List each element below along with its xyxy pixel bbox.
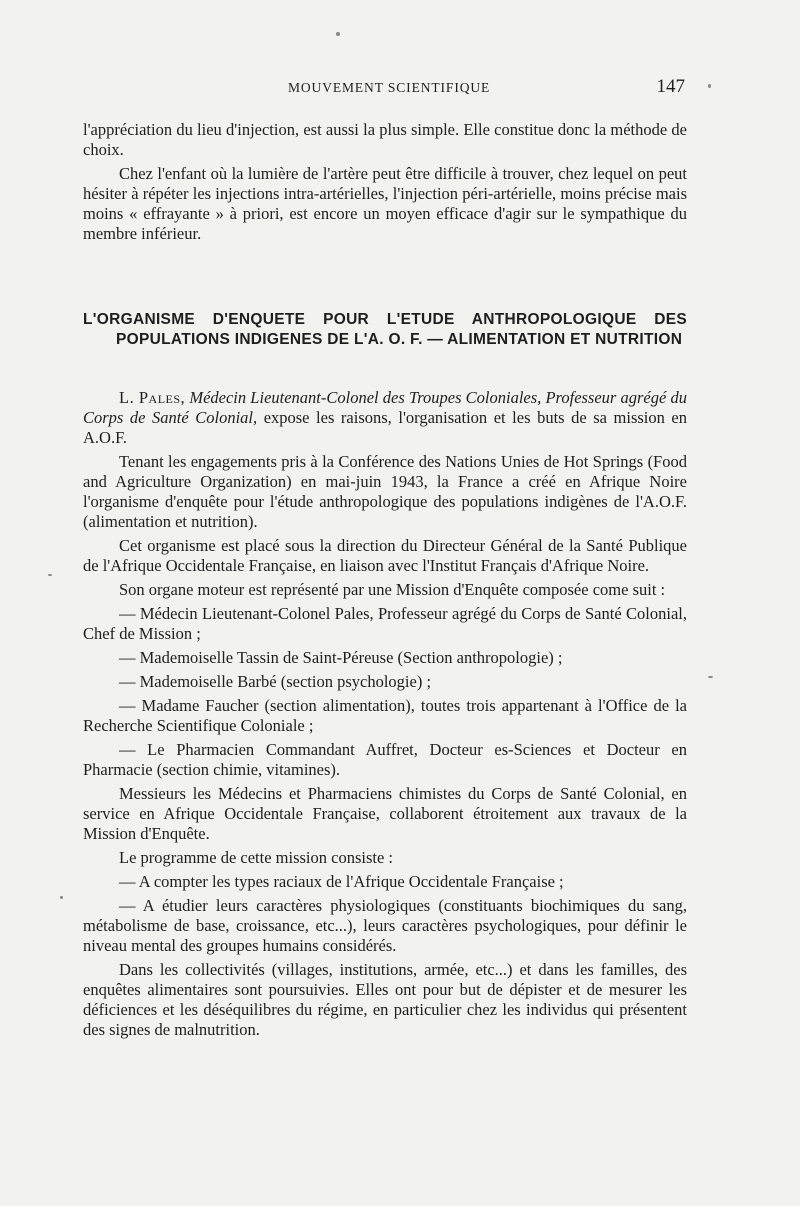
member-item: — Mademoiselle Tassin de Saint-Péreuse (Section anthropologie) ; xyxy=(119,648,563,667)
programme-item: — A étudier leurs caractères physiologiques (constituants biochimiques du sang, métabolisme de base, croissance, etc...), leurs caractères psychologiques, pour définir le niveau mental des groupes humains considérés. xyxy=(83,896,687,955)
scan-speck xyxy=(336,32,340,36)
member-item: — Le Pharmacien Commandant Auffret, Docteur es-Sciences et Docteur en Pharmacie (section chimie, vitamines). xyxy=(83,740,687,779)
running-head: MOUVEMENT SCIENTIFIQUE xyxy=(288,80,491,95)
page-number: 147 xyxy=(656,76,685,97)
page-header xyxy=(83,76,687,98)
collaborators-paragraph: Messieurs les Médecins et Pharmaciens chimistes du Corps de Santé Colonial, en service en Afrique Occidentale Française, collaborent étroitement aux travaux de la Mission d'Enquête. xyxy=(83,784,687,843)
body-paragraph: Son organe moteur est représenté par une Mission d'Enquête composée come suit : xyxy=(119,580,666,599)
body-paragraph: Tenant les engagements pris à la Conférence des Nations Unies de Hot Springs (Food and Agriculture Organization) en mai-juin 1943, la France a créé en Afrique Noire l'organisme d'enquête pour l'étude anthropologique des populations indigènes de l'A.O.F. (alimentation et nutrition). xyxy=(83,452,687,531)
document-page xyxy=(83,76,687,1044)
scan-speck xyxy=(708,676,713,678)
scan-speck xyxy=(60,896,63,899)
programme-intro: Le programme de cette mission consiste : xyxy=(119,848,394,867)
lead-rest: expose les raisons, l'organisation et les buts de sa mission en A.O.F. xyxy=(83,408,688,447)
author-title: Médecin Lieutenant-Colonel des Troupes Coloniales, Professeur agrégé du Corps de Santé Colonial, xyxy=(83,388,687,427)
scan-speck xyxy=(708,84,711,88)
intro-paragraph-1: l'appréciation du lieu d'injection, est aussi la plus simple. Elle constitue donc la méthode de choix. xyxy=(83,120,687,159)
closing-paragraph: Dans les collectivités (villages, institutions, armée, etc...) et dans les familles, des enquêtes alimentaires sont poursuivies. Elles ont pour but de dépister et de mesurer les déficiences et les déséquilibres du régime, en particulier chez les individus qui présentent des signes de malnutrition. xyxy=(83,960,687,1039)
section-gap xyxy=(83,248,687,310)
member-item: — Madame Faucher (section alimentation), toutes trois appartenant à l'Office de la Recherche Scientifique Coloniale ; xyxy=(83,696,687,735)
scan-speck xyxy=(48,574,52,576)
member-item: — Médecin Lieutenant-Colonel Pales, Professeur agrégé du Corps de Santé Colonial, Chef de Mission ; xyxy=(83,604,687,643)
intro-paragraph-2: Chez l'enfant où la lumière de l'artère peut être difficile à trouver, chez lequel on peut hésiter à répéter les injections intra-artérielles, l'injection péri-artérielle, moins précise mais moins « effrayante » à priori, est encore un moyen efficace d'agir sur le sympathique du membre inférieur. xyxy=(83,164,687,243)
member-item: — Mademoiselle Barbé (section psychologie) ; xyxy=(119,672,432,691)
lead-paragraph xyxy=(83,388,687,448)
programme-item: — A compter les types raciaux de l'Afrique Occidentale Française ; xyxy=(119,872,564,891)
author-name: L. Pales, xyxy=(119,388,186,407)
section-title: L'ORGANISME D'ENQUETE POUR L'ETUDE ANTHROPOLOGIQUE DES POPULATIONS INDIGENES DE L'A. O. F. — ALIMENTATION ET NUTRITION xyxy=(83,311,687,348)
body-paragraph: Cet organisme est placé sous la direction du Directeur Général de la Santé Publique de l'Afrique Occidentale Française, en liaison avec l'Institut Français d'Afrique Noire. xyxy=(83,536,687,575)
